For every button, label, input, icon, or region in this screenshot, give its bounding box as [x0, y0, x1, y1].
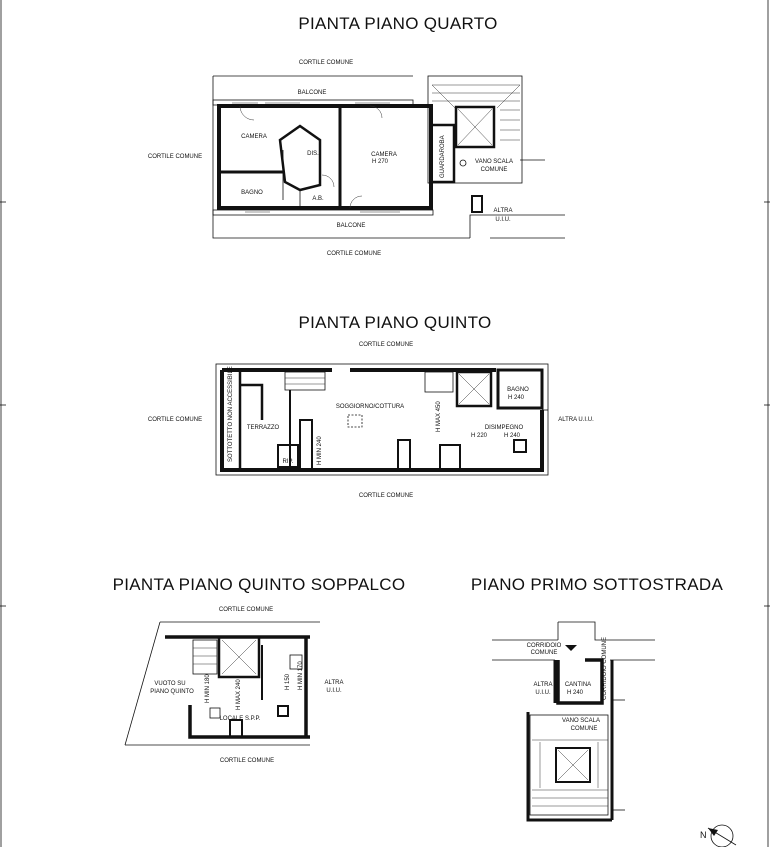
label-quinto-cortile-left: CORTILE COMUNE — [147, 417, 203, 423]
label-quinto-bagno-h: H 240 — [507, 395, 525, 401]
label-guardaroba: GUARDAROBA — [440, 135, 446, 178]
label-h220: H 220 — [470, 433, 488, 439]
label-hmax-240: H MAX 240 — [236, 679, 242, 710]
north-arrow-icon — [700, 825, 736, 847]
label-camera-2-height: H 270 — [371, 159, 389, 165]
label-quinto-bagno: BAGNO — [507, 387, 529, 393]
label-piano-quinto: PIANO QUINTO — [150, 689, 194, 695]
label-corridoio: CORRIDOIO — [526, 643, 562, 649]
label-soppalco-uiu: U.I.U. — [326, 688, 342, 694]
label-hmin-170: H MIN 170 — [298, 661, 304, 690]
title-piano-primo-sottostrada: PIANO PRIMO SOTTOSTRADA — [470, 575, 724, 594]
plan-piano-quarto — [148, 60, 565, 257]
title-piano-quinto-soppalco: PIANTA PIANO QUINTO SOPPALCO — [112, 575, 406, 594]
label-dis: DIS. — [307, 151, 319, 157]
label-uiu: U.I.U. — [495, 217, 511, 223]
label-vuoto-su: VUOTO SU — [154, 681, 186, 687]
label-soppalco-altra: ALTRA — [324, 680, 344, 686]
label-corridoio-vertical: CORRIDOIO COMUNE — [602, 637, 608, 700]
label-hmin-180: H MIN 180 — [205, 674, 211, 703]
label-camera-2: CAMERA — [371, 152, 397, 158]
label-balcone-top: BALCONE — [297, 90, 327, 96]
north-label: N — [700, 830, 707, 840]
title-piano-quinto: PIANTA PIANO QUINTO — [298, 313, 492, 332]
label-quinto-altra-uiu: ALTRA U.I.U. — [558, 417, 594, 423]
label-soppalco-cortile-bottom: CORTILE COMUNE — [219, 758, 275, 764]
label-sottostrada-altra: ALTRA — [533, 682, 553, 688]
label-h240: H 240 — [503, 433, 521, 439]
label-terrazzo: TERRAZZO — [246, 425, 280, 431]
label-ab: A.B. — [312, 196, 324, 202]
label-cantina: CANTINA — [564, 682, 592, 688]
label-altra: ALTRA — [493, 208, 513, 214]
label-soggiorno: SOGGIORNO/COTTURA — [335, 404, 405, 410]
plan-sottostrada — [492, 622, 655, 820]
label-balcone-bottom: BALCONE — [336, 223, 366, 229]
plan-soppalco — [125, 607, 343, 764]
plan-piano-quinto — [148, 342, 594, 499]
label-soppalco-cortile-top: CORTILE COMUNE — [218, 607, 274, 613]
label-h150: H 150 — [285, 673, 291, 690]
label-quinto-cortile-top: CORTILE COMUNE — [358, 342, 414, 348]
label-sottotetto: SOTTOTETTO NON ACCESSIBILE — [228, 366, 234, 462]
label-hmax-450: H MAX 450 — [436, 401, 442, 432]
label-cantina-h: H 240 — [566, 690, 584, 696]
label-cortile-top: CORTILE COMUNE — [298, 60, 354, 66]
label-rip: RIP. — [282, 459, 294, 465]
title-piano-quarto: PIANTA PIANO QUARTO — [298, 14, 498, 33]
label-quinto-cortile-bottom: CORTILE COMUNE — [358, 493, 414, 499]
label-sottostrada-vano-comune: COMUNE — [570, 726, 598, 732]
label-cortile-bottom: CORTILE COMUNE — [326, 251, 382, 257]
label-cortile-left: CORTILE COMUNE — [147, 154, 203, 160]
label-corridoio-comune: COMUNE — [530, 650, 558, 656]
label-hmin-240: H MIN 240 — [317, 436, 323, 465]
label-vano-scala: VANO SCALA — [475, 159, 513, 165]
label-locale-spp: LOCALE S.P.P. — [219, 716, 261, 722]
label-sottostrada-uiu: U.I.U. — [535, 690, 551, 696]
label-bagno: BAGNO — [241, 190, 263, 196]
label-disimpegno: DISIMPEGNO — [484, 425, 524, 431]
label-sottostrada-vano-scala: VANO SCALA — [562, 718, 600, 724]
label-vano-scala-comune: COMUNE — [480, 167, 508, 173]
label-camera-1: CAMERA — [241, 134, 267, 140]
